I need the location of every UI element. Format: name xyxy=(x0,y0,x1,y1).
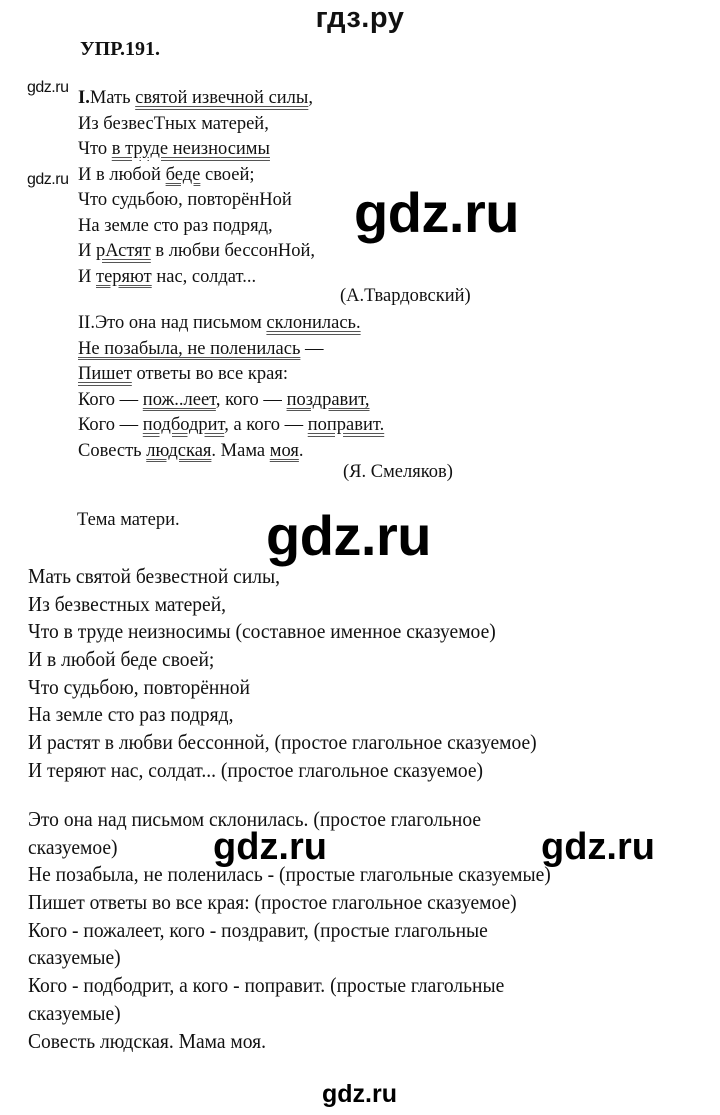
poem-line xyxy=(78,311,384,337)
text-fragment: , xyxy=(308,88,313,108)
answer-line: Это она над письмом склонилась. (простое глагольное xyxy=(28,807,482,831)
text-fragment: . Мама xyxy=(211,440,270,461)
poem-line xyxy=(78,188,315,214)
predicate-underlined: Не позабыла, не поленилась xyxy=(78,338,301,359)
answer-line: И теряют нас, солдат... (простое глагольное сказуемое) xyxy=(28,757,484,782)
predicate-underlined: святой извечной силы xyxy=(135,88,309,108)
text-fragment: И xyxy=(78,241,96,261)
poem-line xyxy=(78,337,384,363)
watermark-large: gdz.ru xyxy=(354,181,519,244)
text-fragment: И в любой xyxy=(78,164,166,185)
text-fragment: — xyxy=(300,338,324,359)
text-fragment: Кого — xyxy=(78,415,143,435)
watermark-medium: gdz.ru xyxy=(213,826,327,868)
text-fragment: И xyxy=(78,266,96,287)
predicate-underlined: пож..леет xyxy=(142,389,216,410)
text-fragment: Из безвесТных матерей, xyxy=(78,113,269,134)
text-fragment: Совесть xyxy=(78,440,147,461)
text-fragment: II.Это она над письмом xyxy=(78,313,267,333)
text-fragment: , а кого — xyxy=(224,415,308,435)
answer-line: Совесть людская. Мама моя. xyxy=(28,1028,267,1053)
answer-line: сказуемые) xyxy=(28,945,121,970)
watermark-small: gdz.ru xyxy=(27,171,69,188)
poem-tvardovsky xyxy=(78,86,315,290)
answer-line: Что в труде неизносимы (составное именное сказуемое) xyxy=(28,619,496,644)
predicate-underlined: поздравит, xyxy=(286,389,370,410)
poem-line xyxy=(78,265,315,291)
watermark-small: gdz.ru xyxy=(27,79,69,96)
text-fragment: Кого — xyxy=(78,389,143,410)
answer-line: И растят в любви бессонной, (простое глагольное сказуемое) xyxy=(28,730,537,755)
answer-line: Кого - подбодрит, а кого - поправит. (простые глагольные xyxy=(28,973,505,998)
answer-line: Кого - пожалеет, кого - поздравит, (простые глагольные xyxy=(28,917,488,942)
site-header-title: гдз.ру xyxy=(315,2,405,34)
poem-line xyxy=(78,239,315,265)
predicate-underlined: людская xyxy=(146,440,212,461)
poem-line xyxy=(78,388,384,414)
watermark-large: gdz.ru xyxy=(266,504,431,567)
predicate-underlined: Пишет xyxy=(78,364,132,384)
text-fragment: I. xyxy=(78,88,90,108)
poem-line xyxy=(78,362,384,388)
answer-line: На земле сто раз подряд, xyxy=(28,702,234,727)
poem-line xyxy=(78,137,315,163)
answer-line: И в любой беде своей; xyxy=(28,647,215,672)
exercise-title: УПР.191. xyxy=(80,38,160,60)
answer-line: сказуемое) xyxy=(28,834,118,859)
poem-author: (А.Твардовский) xyxy=(340,286,471,306)
text-fragment: . xyxy=(298,440,304,461)
answer-line: Мать святой безвестной силы, xyxy=(28,564,281,588)
predicate-underlined: теряют xyxy=(96,266,152,287)
text-fragment: Что xyxy=(78,139,112,159)
text-fragment: своей; xyxy=(200,164,255,185)
answer-line: Что судьбою, повторённой xyxy=(28,674,251,699)
answer-line: Из безвестных матерей, xyxy=(28,591,227,616)
poem-line xyxy=(78,439,384,465)
poem-smelyakov xyxy=(78,311,384,464)
theme-label: Тема матери. xyxy=(77,510,180,530)
text-fragment: Мать xyxy=(89,88,136,108)
predicate-underlined: склонилась. xyxy=(266,313,361,333)
poem-line xyxy=(78,112,315,138)
answer-block-1 xyxy=(28,563,537,785)
text-fragment: нас, солдат... xyxy=(151,266,257,287)
text-fragment: ответы во все края: xyxy=(131,364,288,384)
poem-author: (Я. Смеляков) xyxy=(343,462,453,482)
poem-line xyxy=(78,86,315,112)
answer-line: сказуемые) xyxy=(28,1000,121,1025)
watermark-footer: gdz.ru xyxy=(322,1080,397,1108)
poem-line xyxy=(78,413,384,439)
predicate-underlined: беде xyxy=(165,164,201,185)
predicate-underlined: поправит. xyxy=(307,415,385,435)
text-fragment: , кого — xyxy=(215,389,287,410)
answer-line: Пишет ответы во все края: (простое глагольное сказуемое) xyxy=(28,890,517,915)
predicate-underlined: моя xyxy=(269,440,299,461)
watermark-medium: gdz.ru xyxy=(541,826,655,868)
text-fragment: Что судьбою, повторёнНой xyxy=(78,190,292,210)
text-fragment: в любви бессонНой, xyxy=(150,241,316,261)
poem-line xyxy=(78,163,315,189)
answer-line: Не позабыла, не поленилась - (простые глагольные сказуемые) xyxy=(28,862,551,887)
predicate-underlined: подбодрит xyxy=(142,415,225,435)
predicate-underlined: рАстят xyxy=(96,241,151,261)
poem-line xyxy=(78,214,315,240)
text-fragment: На земле сто раз подряд, xyxy=(78,215,273,236)
predicate-underlined: в труде неизносимы xyxy=(111,139,270,159)
